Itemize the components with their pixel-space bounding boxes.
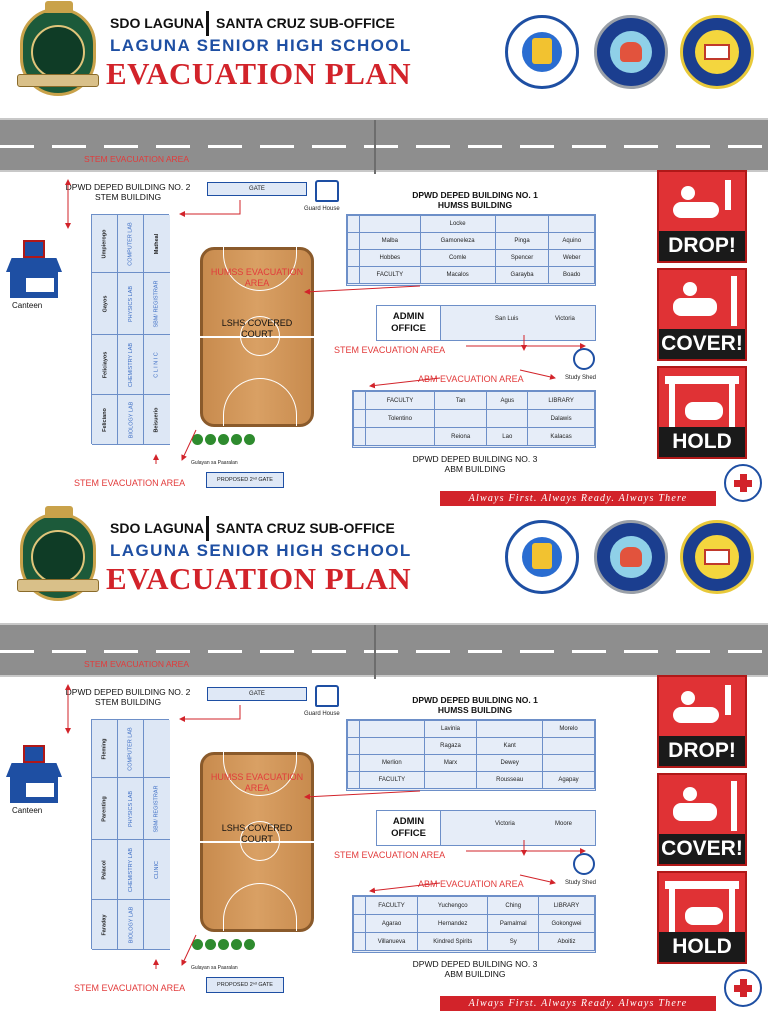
admin-room-2: Victoria [555,316,575,322]
room-cell: Gamoneleza [420,233,495,250]
room-cell: FACULTY [360,267,421,284]
canteen-label: Canteen [12,301,43,310]
court-label-line2: COURT [241,834,273,844]
admin-room-1: Victoria [495,821,515,827]
admin-office-line1: ADMIN [392,816,425,827]
stem-evacuation-area-bottom-label: STEM EVACUATION AREA [74,983,186,993]
admin-office-line1: ADMIN [392,311,425,322]
room-cell: Weber [549,250,595,267]
admin-office-line2: OFFICE [391,828,426,839]
room-cell: FACULTY [366,897,418,915]
building-3-name: DPWD DEPED BUILDING NO. 3 [412,454,538,464]
room-cell: Tan [434,392,486,410]
stem-room-label: Feliciayos [102,351,109,378]
stem-room-label: Faraday [101,913,108,936]
building-1-name: DPWD DEPED BUILDING NO. 1 [412,190,538,200]
garden-label: Gulayan sa Paaralan [191,460,238,466]
stem-room-label: COMPUTER LAB [128,726,134,771]
hold-on-sign [657,366,747,483]
room-cell: Ragaza [424,738,477,755]
room-cell: Agarao [366,915,418,933]
building-1-subtitle: HUMSS BUILDING [437,705,513,715]
page-title: EVACUATION PLAN [106,56,412,91]
stem-evacuation-area-mid-label: STEM EVACUATION AREA [334,850,446,860]
gate: GATE [207,182,307,196]
room-cell: Kalacas [528,428,595,446]
school-name: LAGUNA SENIOR HIGH SCHOOL [110,541,412,560]
stem-room-label: Parenting [102,795,108,822]
building-2-subtitle: STEM BUILDING [94,697,162,707]
stem-room-label: SBM/ REGISTRAR [154,279,160,328]
stem-room-label: SBM/ REGISTRAR [154,784,160,833]
cover-label: COVER! [659,834,745,864]
court-label-line1: LSHS COVERED [221,318,293,328]
room-cell: Kant [477,738,543,755]
room-cell: Aboitiz [539,933,595,951]
sdo-label: SDO LAGUNA [110,520,205,536]
admin-room-1: San Luis [495,316,519,322]
humss-evac-line2: AREA [244,278,270,288]
building-3-name: DPWD DEPED BUILDING NO. 3 [412,959,538,969]
stem-room-label: PHYSICS LAB [128,285,135,322]
gate: GATE [207,687,307,701]
room-cell: FACULTY [360,772,425,789]
stem-room-label: Umpierogo [102,228,108,259]
suboffice-label: SANTA CRUZ SUB-OFFICE [216,520,395,536]
room-cell: Comle [420,250,495,267]
stem-room-label: Matheal [153,233,160,254]
stem-room-label: BIOLOGY LAB [128,401,134,438]
stem-evacuation-area-label: STEM EVACUATION AREA [84,659,190,669]
stem-room-label: Beisuerio [153,406,160,433]
cover-sign [657,773,747,866]
room-cell: Marx [424,755,477,772]
evacuation-arrows [0,505,768,1010]
drop-label: DROP! [659,736,745,766]
building-1-subtitle: HUMSS BUILDING [437,200,513,210]
stem-evacuation-area-label: STEM EVACUATION AREA [84,154,190,164]
room-cell: Spencer [495,250,549,267]
stem-room-label: CLINIC [154,860,160,879]
cover-label: COVER! [659,329,745,359]
stem-evacuation-area-mid-label: STEM EVACUATION AREA [334,345,446,355]
room-cell: Agapay [543,772,595,789]
stem-room-label: BIOLOGY LAB [128,906,134,943]
room-cell: Kindred Spirits [418,933,488,951]
building-3-subtitle: ABM BUILDING [444,464,506,474]
court-label-line2: COURT [241,329,273,339]
stem-room-label: CHEMISTRY LAB [128,847,134,892]
room-cell: Pamalmal [488,915,539,933]
guard-house-label: Guard House [304,206,340,212]
building-2-name: DPWD DEPED BUILDING NO. 2 [65,182,191,192]
evacuation-plan-sheet-1 [0,0,768,505]
room-cell: Boado [549,267,595,284]
stem-room-label: CHEMISTRY LAB [128,342,134,387]
drop-sign [657,675,747,768]
hold-on-sign [657,871,747,988]
building-2-subtitle: STEM BUILDING [94,192,162,202]
room-cell: Sy [488,933,539,951]
room-cell: Locke [420,216,495,233]
stem-room-label: Gayos [101,295,108,312]
room-cell: Merlion [360,755,425,772]
building-3-subtitle: ABM BUILDING [444,969,506,979]
hold-on-label: HOLD ON! [659,427,745,457]
hold-on-label: HOLD ON! [659,932,745,962]
red-cross-logo [724,969,762,1007]
room-cell: FACULTY [366,392,435,410]
room-cell: Yuchengco [418,897,488,915]
room-cell: LIBRARY [539,897,595,915]
garden-label: Gulayan sa Paaralan [191,965,238,971]
cover-sign [657,268,747,361]
suboffice-label: SANTA CRUZ SUB-OFFICE [216,15,395,31]
page-title: EVACUATION PLAN [106,561,412,596]
admin-office-line2: OFFICE [391,323,426,334]
court-label-line1: LSHS COVERED [221,823,293,833]
study-shed-label: Study Shed [565,375,597,381]
stem-room-label: C L I N I C [154,351,160,378]
room-cell: Hernandez [418,915,488,933]
study-shed-label: Study Shed [565,880,597,886]
room-cell: Reiona [434,428,486,446]
room-cell: Malba [360,233,421,250]
room-cell: Hobbes [360,250,421,267]
room-cell: Aquino [549,233,595,250]
building-1-name: DPWD DEPED BUILDING NO. 1 [412,695,538,705]
room-cell: Gokongwei [539,915,595,933]
proposed-second-gate: PROPOSED 2ⁿᵈ GATE [206,472,284,488]
room-cell: Villanueva [366,933,418,951]
room-cell: Tolentino [366,410,435,428]
stem-room-label: COMPUTER LAB [128,221,134,266]
evacuation-plan-sheet-2 [0,505,768,1010]
abm-evacuation-area-label: ABM EVACUATION AREA [418,374,524,384]
room-cell: Ching [488,897,539,915]
room-cell: Dewey [477,755,543,772]
admin-room-2: Moore [555,821,573,827]
stem-room-label: Palacol [101,859,108,880]
humss-evac-line2: AREA [244,783,270,793]
school-name: LAGUNA SENIOR HIGH SCHOOL [110,36,412,55]
canteen-label: Canteen [12,806,43,815]
proposed-second-gate: PROPOSED 2ⁿᵈ GATE [206,977,284,993]
room-cell: Agus [487,392,528,410]
sdo-label: SDO LAGUNA [110,15,205,31]
evacuation-arrows [0,0,768,505]
room-cell: Lavinia [424,721,477,738]
room-cell: Lao [487,428,528,446]
room-cell: Garayba [495,267,549,284]
stem-room-label: PHYSICS LAB [128,790,135,827]
drop-sign [657,170,747,263]
room-cell: Morelo [543,721,595,738]
room-cell: Macalos [420,267,495,284]
room-cell: Rousseau [477,772,543,789]
humss-evac-line1: HUMSS EVACUATION [210,772,304,782]
guard-house-label: Guard House [304,711,340,717]
abm-evacuation-area-label: ABM EVACUATION AREA [418,879,524,889]
tagline-banner: Always First. Always Ready. Always There [440,996,716,1011]
stem-room-label: Feliciano [102,407,108,432]
building-2-name: DPWD DEPED BUILDING NO. 2 [65,687,191,697]
room-cell: Pinga [495,233,549,250]
red-cross-logo [724,464,762,502]
drop-label: DROP! [659,231,745,261]
stem-evacuation-area-bottom-label: STEM EVACUATION AREA [74,478,186,488]
room-cell: LIBRARY [528,392,595,410]
stem-room-label: Fleming [102,737,108,760]
humss-evac-line1: HUMSS EVACUATION [210,267,304,277]
tagline-banner: Always First. Always Ready. Always There [440,491,716,506]
room-cell: Dalawis [528,410,595,428]
